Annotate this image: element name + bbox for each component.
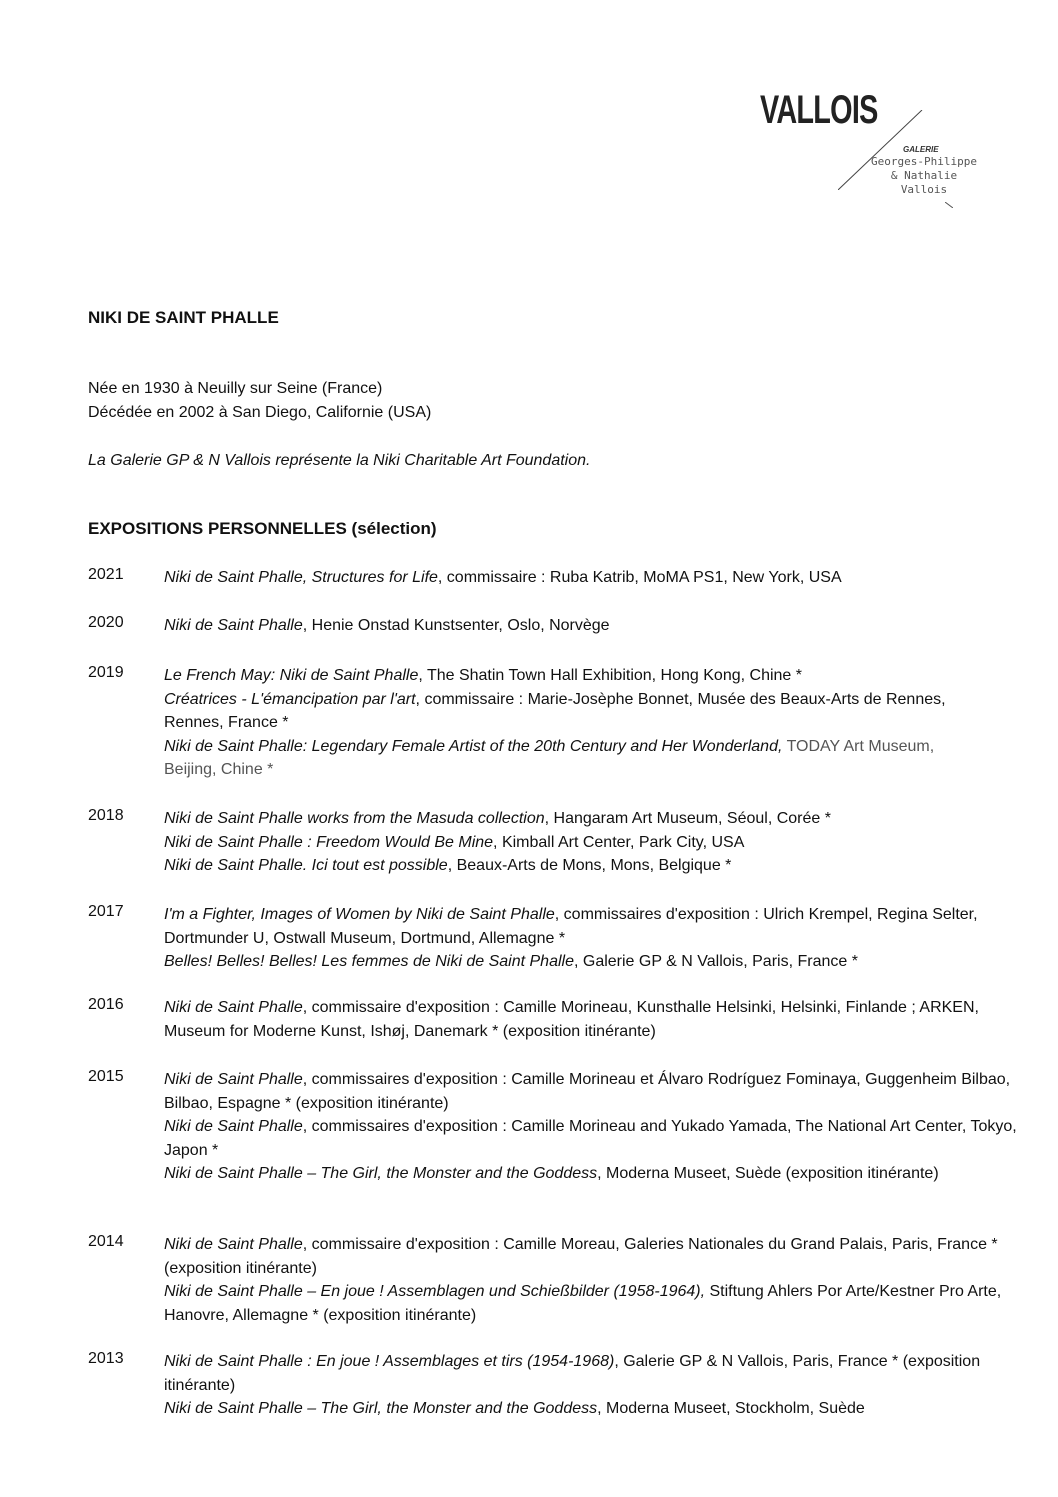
exhibition-details: , Galerie GP & N Vallois, Paris, France * (exposition itinérante) [164, 1353, 981, 1394]
exhibition-title: Niki de Saint Phalle [164, 999, 303, 1016]
exhibition-title: I'm a Fighter, Images of Women by Niki de Saint Phalle [164, 906, 555, 923]
birth-line: Née en 1930 à Neuilly sur Seine (France) [88, 380, 383, 397]
exhibition-entries [164, 996, 1024, 1043]
exhibition-entries [164, 807, 1024, 878]
exhibition-entry [164, 614, 1024, 638]
exhibition-details: , commissaires d'exposition : Camille Morineau et Álvaro Rodríguez Fominaya, Guggenheim Bilbao, Bilbao, Espagne * (exposition itinérante) [164, 1071, 1011, 1112]
exhibition-title: Niki de Saint Phalle [164, 1118, 303, 1135]
exhibition-entry [164, 950, 1024, 974]
exhibition-year: 2021 [88, 566, 124, 583]
exhibition-year: 2013 [88, 1350, 124, 1367]
exhibition-entry [164, 1162, 1024, 1186]
exhibition-details: , Galerie GP & N Vallois, Paris, France * [573, 953, 858, 970]
exhibition-title: Niki de Saint Phalle [164, 617, 303, 634]
exhibition-entry [164, 664, 954, 688]
exhibition-title: Niki de Saint Phalle : En joue ! Assemblages et tirs (1954-1968) [164, 1353, 615, 1370]
exhibition-entry [164, 831, 1024, 855]
exhibition-details: , Moderna Museet, Stockholm, Suède [597, 1400, 865, 1417]
exhibition-details: , commissaires d'exposition : Camille Morineau and Yukado Yamada, The National Art Center, Tokyo, Japon * [164, 1118, 1017, 1159]
exhibition-entries [164, 664, 954, 782]
exhibition-entry [164, 735, 954, 782]
exhibition-entry [164, 903, 1024, 950]
exhibition-title: Niki de Saint Phalle works from the Masuda collection [164, 810, 545, 827]
gallery-logo-wordmark: VALLOIS [760, 88, 878, 132]
exhibition-details: , commissaires d'exposition : Ulrich Krempel, Regina Selter, Dortmunder U, Ostwall Museum, Dortmund, Allemagne * [164, 906, 978, 947]
exhibition-entry [164, 688, 954, 735]
exhibition-details: , Hangaram Art Museum, Séoul, Corée * [544, 810, 831, 827]
exhibition-entry [164, 854, 1024, 878]
logo-tick-mark [945, 202, 953, 208]
exhibition-title: Créatrices - L'émancipation par l'art [164, 690, 416, 708]
exhibition-details: , Henie Onstad Kunstsenter, Oslo, Norvège [302, 617, 610, 634]
exhibition-title: Belles! Belles! Belles! Les femmes de Niki de Saint Phalle [164, 953, 574, 970]
exhibition-details: TODAY Art Museum, Beijing, Chine * [164, 737, 935, 778]
exhibition-entry [164, 566, 1024, 590]
death-line: Décédée en 2002 à San Diego, Californie (USA) [88, 404, 432, 421]
exhibition-details: , Kimball Art Center, Park City, USA [493, 833, 745, 851]
exhibition-details: , commissaire d'exposition : Camille Moreau, Galeries Nationales du Grand Palais, Paris, France * (exposition itinérante) [164, 1236, 998, 1277]
logo-name-line-2: & Nathalie [890, 169, 958, 182]
artist-name-heading: NIKI DE SAINT PHALLE [88, 308, 279, 327]
exhibition-year: 2016 [88, 996, 124, 1013]
logo-galerie-label: GALERIE [903, 145, 939, 154]
exhibition-details: , commissaire : Marie-Josèphe Bonnet, Musée des Beaux-Arts de Rennes, Rennes, France * [164, 690, 946, 731]
exhibition-entry [164, 1068, 1024, 1115]
exhibition-title: Le French May: Niki de Saint Phalle [164, 667, 419, 684]
representation-statement: La Galerie GP & N Vallois représente la Niki Charitable Art Foundation. [88, 452, 591, 469]
exhibition-entry [164, 807, 1024, 831]
exhibition-details: , Beaux-Arts de Mons, Mons, Belgique * [447, 857, 732, 874]
exhibition-year: 2015 [88, 1068, 124, 1085]
exhibition-entries [164, 903, 1024, 974]
logo-gallery-names [862, 155, 986, 197]
exhibition-title: Niki de Saint Phalle. Ici tout est possible [164, 857, 448, 874]
exhibition-title: Niki de Saint Phalle [164, 1071, 303, 1088]
exhibition-year: 2019 [88, 664, 124, 681]
exhibition-entries [164, 1068, 1024, 1186]
exhibition-year: 2018 [88, 807, 124, 824]
exhibition-entry [164, 1397, 1024, 1421]
exhibition-entries [164, 566, 1024, 590]
exhibition-title: Niki de Saint Phalle – The Girl, the Monster and the Goddess [164, 1400, 598, 1417]
exhibition-title: Niki de Saint Phalle [164, 1236, 303, 1253]
exhibition-details: , commissaire d'exposition : Camille Morineau, Kunsthalle Helsinki, Helsinki, Finlande ; ARKEN, Museum for Moderne Kunst, Ishøj, Danemark * (exposition itinérante) [164, 999, 979, 1040]
exhibition-year: 2014 [88, 1233, 124, 1250]
exhibition-entries [164, 1233, 1024, 1327]
exhibition-year: 2020 [88, 614, 124, 631]
exhibition-entries [164, 614, 1024, 638]
exhibition-entries [164, 1350, 1024, 1421]
logo-name-line-1: Georges-Philippe [871, 155, 977, 168]
exhibition-title: Niki de Saint Phalle – En joue ! Assemblagen und Schießbilder (1958-1964), [164, 1283, 706, 1300]
exhibition-entry [164, 1115, 1024, 1162]
exhibition-year: 2017 [88, 903, 124, 920]
logo-name-line-3: Vallois [900, 183, 948, 196]
exhibition-details: , The Shatin Town Hall Exhibition, Hong Kong, Chine * [418, 667, 802, 684]
exhibition-details: Stiftung Ahlers Por Arte/Kestner Pro Arte, Hanovre, Allemagne * (exposition itinérante) [164, 1283, 1002, 1324]
exhibition-details: , commissaire : Ruba Katrib, MoMA PS1, New York, USA [437, 569, 842, 586]
exhibition-entry [164, 1280, 1024, 1327]
exhibition-entry [164, 1233, 1024, 1280]
exhibition-entry [164, 996, 1024, 1043]
section-heading: EXPOSITIONS PERSONNELLES (sélection) [88, 519, 437, 538]
artist-bio [88, 377, 431, 425]
exhibition-title: Niki de Saint Phalle : Freedom Would Be Mine [164, 833, 494, 851]
exhibition-title: Niki de Saint Phalle: Legendary Female Artist of the 20th Century and Her Wonderland, [164, 737, 783, 755]
exhibition-details: , Moderna Museet, Suède (exposition itinérante) [597, 1165, 939, 1182]
exhibition-entry [164, 1350, 1024, 1397]
exhibition-title: Niki de Saint Phalle – The Girl, the Monster and the Goddess [164, 1165, 598, 1182]
exhibition-title: Niki de Saint Phalle, Structures for Life [164, 569, 438, 586]
